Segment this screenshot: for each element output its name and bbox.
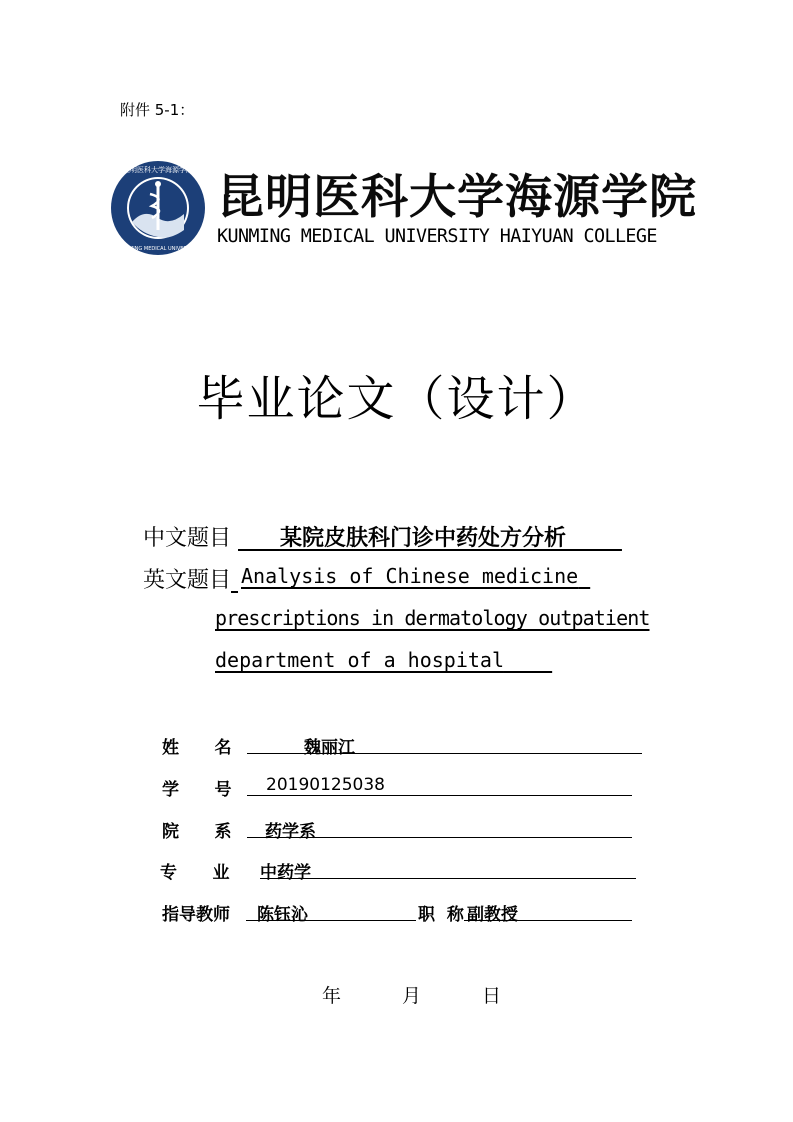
- advisor-value: 陈钰沁: [257, 905, 308, 925]
- major-row: 专 业 中药学: [160, 858, 230, 883]
- english-title-line-2: prescriptions in dermatology outpatient: [215, 606, 650, 630]
- english-title-line-3: department of a hospital: [215, 648, 504, 672]
- chinese-title-label: 中文题目: [143, 526, 232, 551]
- date-year: 年: [322, 985, 342, 1007]
- main-title: 毕业论文（设计）: [196, 371, 597, 427]
- university-name-cn: 昆明医科大学海源学院: [217, 170, 697, 225]
- title-label: 职 称: [418, 905, 464, 925]
- english-title-line-1: Analysis of Chinese medicine: [241, 564, 579, 588]
- attachment-label: 附件 5-1：: [120, 101, 195, 119]
- svg-text:KUNMING MEDICAL UNIVERSITY: KUNMING MEDICAL UNIVERSITY: [118, 246, 198, 252]
- date-month: 月: [402, 985, 422, 1007]
- student-id-value: 20190125038: [266, 775, 385, 795]
- name-row: 姓 名 魏丽江: [162, 733, 232, 758]
- seal-text: 昆明医科大学海源学院: [123, 166, 193, 174]
- title-value: 副教授: [467, 905, 518, 925]
- major-value: 中药学: [260, 863, 311, 883]
- student-id-row: 学 号 20190125038: [162, 775, 232, 800]
- university-seal-icon: [110, 160, 206, 256]
- major-field: [260, 858, 636, 879]
- advisor-row: [162, 900, 518, 925]
- department-row: 院 系 药学系: [162, 817, 232, 842]
- english-title-label: 英文题目: [143, 568, 232, 593]
- advisor-label: 指导教师: [162, 905, 230, 925]
- university-name-en: KUNMING MEDICAL UNIVERSITY HAIYUAN COLLEGE: [217, 226, 657, 247]
- date-day: 日: [482, 985, 502, 1007]
- chinese-title-value: 某院皮肤科门诊中药处方分析: [279, 525, 566, 551]
- chinese-title-row: [143, 521, 622, 552]
- department-value: 药学系: [265, 822, 316, 842]
- name-value: 魏丽江: [304, 738, 355, 758]
